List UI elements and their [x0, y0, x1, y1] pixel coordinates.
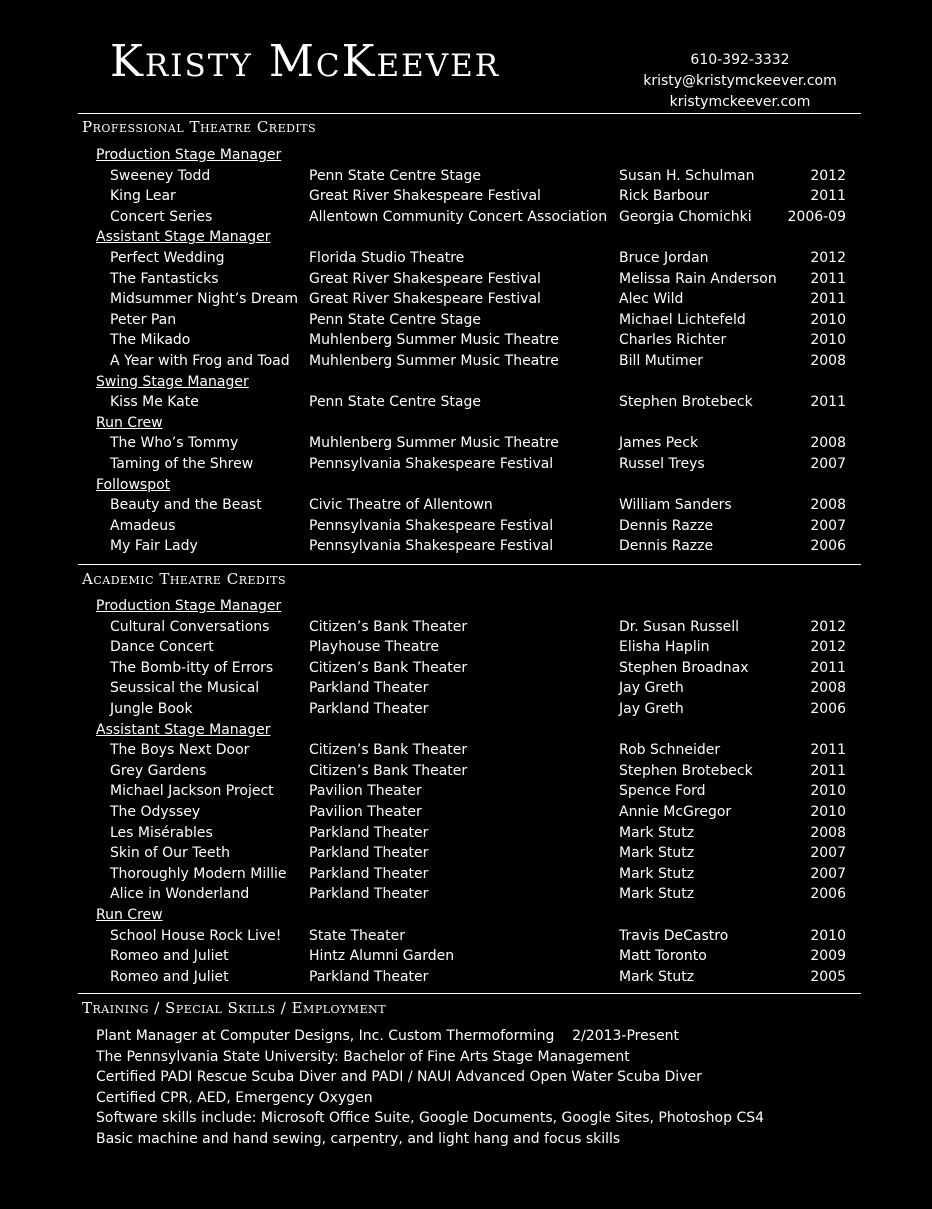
venue: Pavilion Theater: [309, 783, 422, 800]
credit-row: [96, 740, 846, 761]
production-title: Taming of the Shrew: [110, 455, 254, 472]
director: Jay Greth: [619, 700, 684, 717]
venue: Great River Shakespeare Festival: [309, 270, 541, 287]
year: 2011: [810, 762, 846, 779]
director: Dennis Razze: [619, 538, 714, 555]
production-title: Perfect Wedding: [110, 249, 225, 266]
role-heading: Production Stage Manager: [96, 598, 282, 614]
venue: Parkland Theater: [309, 865, 429, 882]
training-item: The Pennsylvania State University: Bachelor of Fine Arts Stage Management: [96, 1048, 630, 1065]
venue: Penn State Centre Stage: [309, 394, 481, 411]
director: Rob Schneider: [619, 742, 721, 759]
production-title: Michael Jackson Project: [110, 783, 274, 800]
venue: Muhlenberg Summer Music Theatre: [309, 332, 559, 349]
role-heading: Assistant Stage Manager: [96, 721, 271, 738]
production-title: Peter Pan: [110, 311, 177, 328]
year: 2010: [810, 803, 846, 820]
director: Mark Stutz: [619, 968, 695, 985]
director: Stephen Brotebeck: [619, 762, 753, 779]
director: Spence Ford: [619, 783, 706, 800]
year: 2005: [810, 968, 846, 985]
venue: Penn State Centre Stage: [309, 167, 481, 184]
director: Mark Stutz: [619, 824, 695, 841]
year: 2006: [810, 538, 846, 555]
director: Charles Richter: [619, 332, 727, 349]
credit-row: [96, 207, 846, 228]
production-title: My Fair Lady: [110, 538, 198, 555]
production-title: Les Misérables: [110, 824, 213, 841]
year: 2008: [810, 497, 846, 514]
year: 2012: [810, 249, 846, 266]
production-title: Amadeus: [110, 517, 176, 534]
production-title: Romeo and Juliet: [110, 968, 229, 985]
credit-row: [96, 946, 846, 967]
venue: Parkland Theater: [309, 968, 429, 985]
phone-number: 610-392-3332: [690, 52, 790, 68]
year: 2010: [810, 332, 846, 349]
credit-row: [96, 186, 846, 207]
year: 2008: [810, 352, 846, 369]
director: James Peck: [619, 435, 699, 452]
venue: Parkland Theater: [309, 680, 429, 697]
credit-row: [96, 310, 846, 331]
venue: Pennsylvania Shakespeare Festival: [309, 517, 554, 534]
director: Jay Greth: [619, 680, 684, 697]
credit-row: [96, 967, 846, 988]
credit-row: [96, 166, 846, 187]
venue: Parkland Theater: [309, 886, 429, 903]
section-title-training: Training / Special Skills / Employment: [82, 999, 387, 1017]
director: William Sanders: [619, 497, 732, 514]
training-item: Basic machine and hand sewing, carpentry, and light hang and focus skills: [96, 1130, 621, 1147]
year: 2010: [810, 783, 846, 800]
production-title: The Who’s Tommy: [110, 435, 239, 452]
production-title: Midsummer Night’s Dream: [110, 291, 298, 308]
section-title-professional: Professional Theatre Credits: [82, 118, 317, 136]
credit-row: [96, 884, 846, 905]
credit-row: [96, 495, 846, 516]
credit-row: [96, 843, 846, 864]
director: Mark Stutz: [619, 886, 695, 903]
year: 2011: [810, 188, 846, 205]
credit-row: [96, 699, 846, 720]
venue: Citizen’s Bank Theater: [309, 762, 468, 779]
venue: Muhlenberg Summer Music Theatre: [309, 352, 559, 369]
role-heading: Followspot: [96, 476, 171, 493]
credit-row: [96, 351, 846, 372]
year: 2008: [810, 680, 846, 697]
production-title: Grey Gardens: [110, 762, 207, 779]
email-address: kristy@kristymckeever.com: [643, 73, 837, 89]
venue: Hintz Alumni Garden: [309, 948, 455, 965]
director: Mark Stutz: [619, 845, 695, 862]
director: Dennis Razze: [619, 517, 714, 534]
production-title: The Boys Next Door: [110, 742, 250, 759]
venue: Playhouse Theatre: [309, 639, 440, 656]
training-item: Plant Manager at Computer Designs, Inc. Custom Thermoforming 2/2013-Present: [96, 1028, 679, 1044]
production-title: Romeo and Juliet: [110, 948, 229, 965]
venue: Pavilion Theater: [309, 803, 422, 820]
venue: Parkland Theater: [309, 845, 429, 862]
role-heading: Production Stage Manager: [96, 147, 282, 163]
year: 2007: [810, 455, 846, 472]
academic-credits: [96, 596, 846, 987]
training-list: [96, 1026, 764, 1150]
director: Bruce Jordan: [619, 249, 709, 266]
director: Bill Mutimer: [619, 352, 704, 369]
director: Susan H. Schulman: [619, 167, 755, 184]
year: 2006: [810, 700, 846, 717]
year: 2011: [810, 659, 846, 676]
venue: Parkland Theater: [309, 700, 429, 717]
training-item: Software skills include: Microsoft Office Suite, Google Documents, Google Sites, Photoshop CS4: [96, 1110, 765, 1127]
credit-row: [96, 823, 846, 844]
director: Stephen Broadnax: [619, 659, 749, 676]
venue: Parkland Theater: [309, 824, 429, 841]
training-item: Certified PADI Rescue Scuba Diver and PADI / NAUI Advanced Open Water Scuba Diver: [96, 1069, 702, 1086]
candidate-name: Kristy McKeever: [110, 36, 501, 87]
production-title: The Fantasticks: [110, 270, 219, 287]
venue: Muhlenberg Summer Music Theatre: [309, 435, 559, 452]
production-title: The Odyssey: [110, 803, 201, 820]
year: 2012: [810, 167, 846, 184]
year: 2007: [810, 517, 846, 534]
production-title: King Lear: [110, 188, 176, 205]
credit-row: [96, 454, 846, 475]
credit-row: [96, 536, 846, 557]
venue: Allentown Community Concert Association: [309, 208, 608, 225]
production-title: Thoroughly Modern Millie: [110, 865, 287, 882]
director: Elisha Haplin: [619, 639, 710, 656]
credit-row: [96, 516, 846, 537]
credit-row: [96, 864, 846, 885]
credit-row: [96, 761, 846, 782]
credit-row: [96, 433, 846, 454]
credit-row: [96, 637, 846, 658]
credit-row: [96, 617, 846, 638]
director: Melissa Rain Anderson: [619, 270, 777, 287]
year: 2006-09: [787, 208, 846, 225]
production-title: Cultural Conversations: [110, 618, 270, 635]
credit-row: [96, 781, 846, 802]
director: Alec Wild: [619, 291, 684, 308]
venue: Citizen’s Bank Theater: [309, 618, 468, 635]
year: 2011: [810, 270, 846, 287]
director: Stephen Brotebeck: [619, 394, 753, 411]
credit-row: [96, 392, 846, 413]
year: 2007: [810, 845, 846, 862]
divider: [78, 993, 861, 994]
venue: Penn State Centre Stage: [309, 311, 481, 328]
director: Dr. Susan Russell: [619, 618, 740, 635]
production-title: Alice in Wonderland: [110, 886, 250, 903]
year: 2011: [810, 394, 846, 411]
production-title: The Mikado: [110, 332, 191, 349]
production-title: Concert Series: [110, 208, 213, 225]
director: Travis DeCastro: [619, 927, 729, 944]
website-url: kristymckeever.com: [669, 94, 811, 110]
production-title: Jungle Book: [110, 700, 193, 717]
venue: Great River Shakespeare Festival: [309, 291, 541, 308]
year: 2010: [810, 311, 846, 328]
credit-row: [96, 678, 846, 699]
role-heading: Run Crew: [96, 906, 163, 923]
year: 2012: [810, 639, 846, 656]
role-heading: Run Crew: [96, 414, 163, 431]
year: 2010: [810, 927, 846, 944]
credit-row: [96, 658, 846, 679]
role-heading: Swing Stage Manager: [96, 373, 249, 390]
venue: Citizen’s Bank Theater: [309, 659, 468, 676]
venue: Great River Shakespeare Festival: [309, 188, 541, 205]
director: Michael Lichtefeld: [619, 311, 746, 328]
venue: Pennsylvania Shakespeare Festival: [309, 538, 554, 555]
venue: Civic Theatre of Allentown: [309, 497, 493, 514]
year: 2011: [810, 291, 846, 308]
year: 2011: [810, 742, 846, 759]
credit-row: [96, 802, 846, 823]
director: Mark Stutz: [619, 865, 695, 882]
credit-row: [96, 289, 846, 310]
role-heading: Assistant Stage Manager: [96, 229, 271, 246]
venue: Citizen’s Bank Theater: [309, 742, 468, 759]
production-title: Kiss Me Kate: [110, 394, 199, 411]
professional-credits: [96, 145, 846, 557]
production-title: A Year with Frog and Toad: [110, 352, 290, 369]
production-title: Seussical the Musical: [110, 680, 260, 697]
production-title: Beauty and the Beast: [110, 497, 262, 514]
production-title: The Bomb-itty of Errors: [110, 659, 274, 676]
divider: [78, 564, 861, 565]
credit-row: [96, 248, 846, 269]
director: Rick Barbour: [619, 188, 709, 205]
contact-block: [640, 50, 840, 113]
divider: [78, 113, 861, 114]
director: Annie McGregor: [619, 803, 732, 820]
year: 2006: [810, 886, 846, 903]
year: 2008: [810, 824, 846, 841]
credit-row: [96, 926, 846, 947]
credit-row: [96, 269, 846, 290]
director: Russel Treys: [619, 455, 705, 472]
production-title: Sweeney Todd: [110, 167, 211, 184]
venue: Pennsylvania Shakespeare Festival: [309, 455, 554, 472]
section-title-academic: Academic Theatre Credits: [82, 570, 287, 588]
year: 2007: [810, 865, 846, 882]
director: Georgia Chomichki: [619, 208, 752, 225]
director: Matt Toronto: [619, 948, 707, 965]
year: 2008: [810, 435, 846, 452]
production-title: School House Rock Live!: [110, 927, 282, 944]
production-title: Skin of Our Teeth: [110, 845, 231, 862]
production-title: Dance Concert: [110, 639, 214, 656]
training-item: Certified CPR, AED, Emergency Oxygen: [96, 1089, 373, 1106]
year: 2009: [810, 948, 846, 965]
credit-row: [96, 330, 846, 351]
venue: State Theater: [309, 927, 405, 944]
year: 2012: [810, 618, 846, 635]
venue: Florida Studio Theatre: [309, 249, 465, 266]
